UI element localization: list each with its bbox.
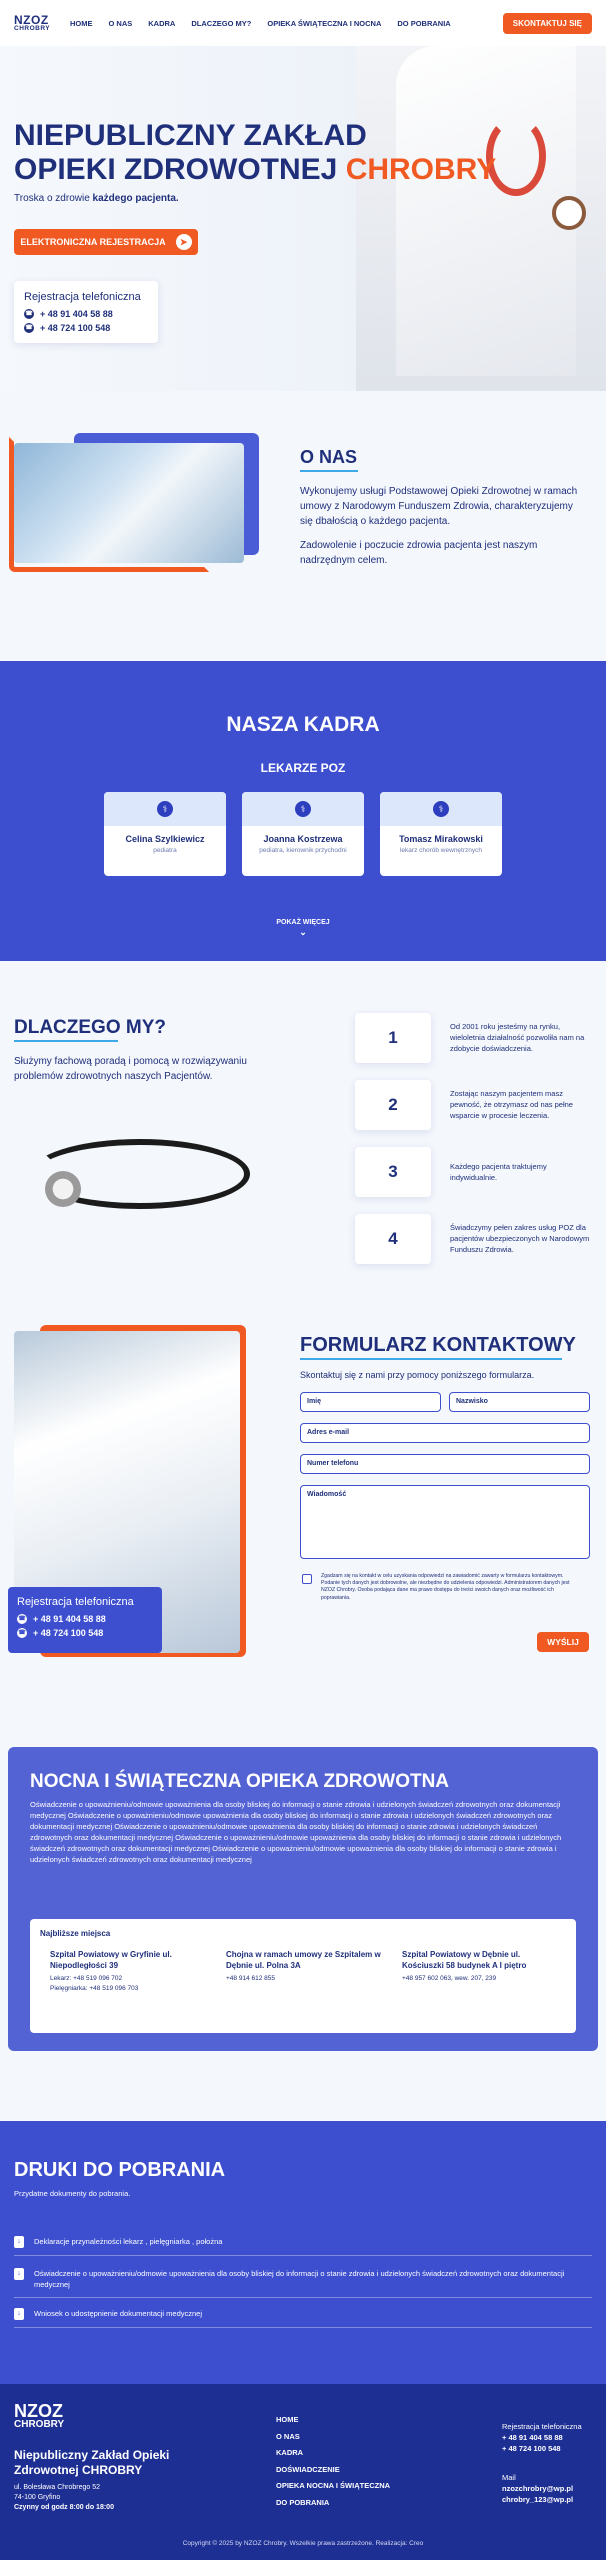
reason-number: 2 xyxy=(355,1080,431,1130)
e-registration-button[interactable]: ELEKTRONICZNA REJESTRACJA ➤ xyxy=(14,229,198,255)
about-image-wrap xyxy=(14,443,244,563)
document-icon: ↓ xyxy=(14,2268,24,2280)
phone-link[interactable]: ☎ + 48 91 404 58 88 xyxy=(18,1614,106,1624)
place-item: Szpital Powiatowy w Dębnie ul. Kościuszki 58 budynek A I piętro +48 957 602 063, wew. 207, 239 xyxy=(402,1950,527,1982)
footer-mail: Mail nzozchrobry@wp.pl chrobry_123@wp.pl xyxy=(502,2473,574,2504)
hero-doctor-image xyxy=(356,46,606,391)
chevron-down-icon: ⌄ xyxy=(299,927,307,937)
nav-about[interactable]: O NAS xyxy=(108,18,133,28)
why-us-section xyxy=(0,961,606,1301)
doctor-icon: ⚕ xyxy=(157,801,173,817)
downloads-title: DRUKI DO POBRANIA xyxy=(14,2159,226,2181)
place-item: Chojna w ramach umowy ze Szpitalem w Dębnie ul. Polna 3A +48 914 612 855 xyxy=(226,1950,381,1982)
night-care-box xyxy=(8,1747,598,2051)
consent-checkbox[interactable] xyxy=(302,1574,312,1584)
message-field[interactable]: Wiadomość xyxy=(300,1485,590,1559)
contact-button[interactable]: SKONTAKTUJ SIĘ xyxy=(503,13,592,34)
document-icon: ↓ xyxy=(14,2236,24,2248)
watch-shape xyxy=(552,196,586,230)
nav-home[interactable]: HOME xyxy=(70,18,93,28)
download-link[interactable]: ↓ Deklaracje przynależności lekarz , pielęgniarka , położna xyxy=(14,2236,592,2256)
surname-field[interactable]: Nazwisko xyxy=(449,1392,590,1412)
phone-link[interactable]: ☎ + 48 724 100 548 xyxy=(18,1628,104,1638)
main-nav xyxy=(70,19,451,28)
nearest-places-box xyxy=(30,1919,576,2033)
email-field[interactable]: Adres e-mail xyxy=(300,1423,590,1443)
phone-field[interactable]: Numer telefonu xyxy=(300,1454,590,1474)
footer-nav-experience[interactable]: DOŚWIADCZENIE xyxy=(276,2464,340,2474)
place-item: Szpital Powiatowy w Gryfinie ul. Niepodległości 39 Lekarz: +48 519 096 702 Pielęgniarka: +48 519 096 703 xyxy=(50,1950,172,1992)
reason-text: Zostając naszym pacjentem masz pewność, że otrzymasz od nas pełne wsparcie w procesie leczenia. xyxy=(450,1089,573,1120)
nav-downloads[interactable]: DO POBRANIA xyxy=(397,18,451,28)
hero-subtitle: Troska o zdrowie każdego pacjenta. xyxy=(14,193,179,204)
nav-why-us[interactable]: DLACZEGO MY? xyxy=(191,18,252,28)
phone-link[interactable]: + 48 91 404 58 88 xyxy=(502,2433,563,2442)
doctor-card[interactable]: ⚕ Joanna Kostrzewa pediatra, kierownik przychodni xyxy=(242,792,364,876)
hero-title: NIEPUBLICZNY ZAKŁAD OPIEKI ZDROWOTNEJ CHROBRY xyxy=(14,119,497,186)
stethoscope-image xyxy=(30,1131,260,1221)
nav-staff[interactable]: KADRA xyxy=(148,18,176,28)
title-underline xyxy=(300,470,358,472)
footer-nav-downloads[interactable]: DO POBRANIA xyxy=(276,2497,330,2507)
doctor-card[interactable]: ⚕ Tomasz Mirakowski lekarz chorób wewnętrznych xyxy=(380,792,502,876)
download-link[interactable]: ↓ Wniosek o udostępnienie dokumentacji medycznej xyxy=(14,2308,592,2328)
night-care-text: Oświadczenie o upoważnieniu/odmowie upoważnienia dla osoby bliskiej do informacji o stanie zdrowia i udzielonych świadczeń zdrowotnych oraz dokumentacji medycznej Oświadczenie o upoważnieniu/odmowie upoważnienia dla osoby bliskiej do informacji o stanie zdrowia i udzielonych świadczeń zdrowotnych oraz dokumentacji medycznej Oświadczenie o upoważnieniu/odmowie upoważnienia dla osoby bliskiej do informacji o stanie zdrowia i udzielonych świadczeń zdrowotnych oraz dokumentacji medycznej Oświadczenie o upoważnieniu/odmowie upoważnienia dla osoby bliskiej do informacji o stanie zdrowia i udzielonych świadczeń zdrowotnych oraz dokumentacji medycznej Oświadczenie o upoważnieniu/odmowie upoważnienia dla osoby bliskiej do informacji o stanie zdrowia i udzielonych świadczeń zdrowotnych oraz dokumentacji medycznej xyxy=(30,1800,562,1864)
phone-registration-box: Rejestracja telefoniczna ☎ + 48 91 404 58 88 ☎ + 48 724 100 548 xyxy=(8,1587,162,1653)
footer-nav xyxy=(276,2412,390,2511)
footer-company-name: Niepubliczny Zakład Opieki Zdrowotnej CHROBRY xyxy=(14,2448,170,2477)
hero-section xyxy=(0,46,606,391)
reason-text: Świadczymy pełen zakres usług POZ dla pacjentów ubezpieczonych w Narodowym Funduszu Zdrowia. xyxy=(450,1223,590,1254)
phone-icon: ☎ xyxy=(18,1616,26,1622)
staff-title: NASZA KADRA xyxy=(226,713,380,736)
footer-nav-about[interactable]: O NAS xyxy=(276,2431,300,2441)
contact-lead: Skontaktuj się z nami przy pomocy poniższego formularza. xyxy=(300,1370,535,1380)
staff-section xyxy=(0,661,606,961)
reason-text: Od 2001 roku jesteśmy na rynku, wieloletnia działalność pozwoliła nam na zdobycie doświadczenia. xyxy=(450,1022,585,1053)
footer-nav-staff[interactable]: KADRA xyxy=(276,2448,304,2457)
doctor-coat-shape xyxy=(396,46,576,376)
night-care-section xyxy=(0,1741,606,2121)
why-lead: Służymy fachową poradą i pomocą w rozwiązywaniu problemów zdrowotnych naszych Pacjentów. xyxy=(14,1056,247,1082)
phone-registration-box: Rejestracja telefoniczna ☎ + 48 91 404 58 88 ☎ + 48 724 100 548 xyxy=(14,281,158,343)
nav-night-care[interactable]: OPIEKA ŚWIĄTECZNA I NOCNA xyxy=(267,18,382,28)
footer-logo[interactable]: NZOZ CHROBRY xyxy=(14,2401,65,2430)
title-underline xyxy=(300,1358,562,1360)
about-title: O NAS xyxy=(300,447,358,467)
phone-link[interactable]: ☎ + 48 91 404 58 88 xyxy=(25,309,113,319)
phone-link[interactable]: ☎ + 48 724 100 548 xyxy=(25,323,111,333)
about-section xyxy=(0,391,606,661)
night-care-title: NOCNA I ŚWIĄTECZNA OPIEKA ZDROWOTNA xyxy=(30,1771,450,1792)
phone-icon: ☎ xyxy=(25,325,33,331)
name-field[interactable]: Imię xyxy=(300,1392,441,1412)
staff-subtitle: LEKARZE POZ xyxy=(260,761,346,775)
mail-link[interactable]: nzozchrobry@wp.pl xyxy=(502,2484,574,2493)
about-text: Zadowolenie i poczucie zdrowia pacjenta jest naszym nadrzędnym celem. xyxy=(300,540,538,566)
phone-icon: ☎ xyxy=(18,1630,26,1636)
reason-number: 3 xyxy=(355,1147,431,1197)
nearest-title: Najbliższe miejsca xyxy=(40,1929,111,1938)
contact-title: FORMULARZ KONTAKTOWY xyxy=(300,1334,576,1356)
contact-section xyxy=(0,1301,606,1741)
phone-icon: ☎ xyxy=(25,311,33,317)
downloads-section xyxy=(0,2121,606,2384)
about-text: Wykonujemy usługi Podstawowej Opieki Zdrowotnej w ramach umowy z Narodowym Funduszem Zdrowia, charakteryzujemy się dbałością o każdego pacjenta. xyxy=(300,486,578,527)
footer-nav-home[interactable]: HOME xyxy=(276,2415,299,2424)
doctor-icon: ⚕ xyxy=(433,801,449,817)
reason-number: 4 xyxy=(355,1214,431,1264)
send-button[interactable]: WYŚLIJ xyxy=(537,1632,589,1652)
site-footer xyxy=(0,2384,606,2560)
doctor-card[interactable]: ⚕ Celina Szylkiewicz pediatra xyxy=(104,792,226,876)
logo[interactable]: NZOZ CHROBRY xyxy=(14,12,51,32)
reason-text: Każdego pacjenta traktujemy indywidualnie. xyxy=(450,1162,547,1182)
footer-phones: Rejestracja telefoniczna + 48 91 404 58 88 + 48 724 100 548 xyxy=(502,2422,582,2453)
consent-text: Zgadzam się na kontakt w celu uzyskania odpowiedzi na zawiadomić zawarty w formularzu kontaktowym. Podanie tych danych jest dobrowolne, ale niezbędne do udzielenia odpowiedzi. Administratorem danych jest NZOZ Chrobry. Osoba podająca dane ma prawo dostępu do treści swoich danych oraz możliwość ich poprawiania. xyxy=(321,1573,570,1601)
reason-number: 1 xyxy=(355,1013,431,1063)
footer-nav-night-care[interactable]: OPIEKA NOCNA I ŚWIĄTECZNA xyxy=(276,2481,391,2490)
download-link[interactable]: ↓ Oświadczenie o upoważnieniu/odmowie upoważnienia dla osoby bliskiej do informacji o stanie zdrowia i udzielonych świadczeń zdrowotnych oraz dokumentacji medycznej xyxy=(14,2268,592,2298)
footer-address: ul. Bolesława Chrobrego 52 74-100 Gryfino Czynny od godz 8:00 do 18:00 xyxy=(14,2484,114,2511)
about-photo xyxy=(14,443,244,563)
site-header xyxy=(0,0,606,46)
downloads-lead: Przydatne dokumenty do pobrania. xyxy=(14,2189,131,2198)
arrow-right-icon: ➤ xyxy=(176,234,192,250)
mail-link[interactable]: chrobry_123@wp.pl xyxy=(502,2495,574,2504)
document-icon: ↓ xyxy=(14,2308,24,2320)
why-title: DLACZEGO MY? xyxy=(14,1017,166,1038)
copyright: Copyright © 2025 by NZOZ Chrobry. Wszelkie prawa zastrzeżone. Realizacja: Creo xyxy=(182,2540,424,2547)
phone-link[interactable]: + 48 724 100 548 xyxy=(502,2444,561,2453)
title-underline xyxy=(14,1040,118,1042)
show-more-button[interactable]: POKAŻ WIĘCEJ ⌄ xyxy=(0,919,606,938)
doctor-icon: ⚕ xyxy=(295,801,311,817)
